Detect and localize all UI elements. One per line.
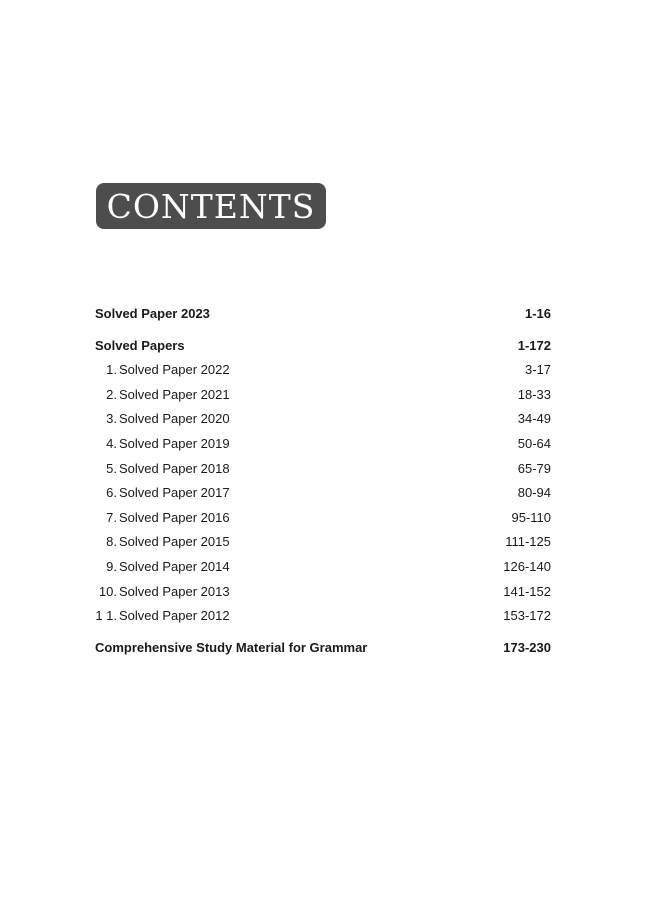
toc-entry-solved-paper-2023[interactable] bbox=[95, 302, 551, 327]
toc-subentry-pages: 50-64 bbox=[517, 435, 551, 451]
toc-subentry-pages: 111-125 bbox=[505, 534, 551, 550]
toc-subentry-number: 8. bbox=[106, 534, 117, 550]
toc-entry-solved-papers[interactable] bbox=[95, 334, 551, 359]
toc-subentry-title: Solved Paper 2016 bbox=[119, 509, 230, 525]
toc-subentry-title: Solved Paper 2018 bbox=[119, 460, 230, 476]
toc-entry-grammar[interactable] bbox=[95, 636, 551, 661]
toc-subentry-title: Solved Paper 2022 bbox=[119, 362, 230, 378]
toc-subentry-pages: 141-152 bbox=[503, 583, 551, 599]
page-title: CONTENTS bbox=[106, 186, 316, 226]
toc-subentry-pages: 65-79 bbox=[517, 460, 551, 476]
toc-subentry-number: 7. bbox=[106, 509, 117, 525]
toc-subentry[interactable] bbox=[95, 555, 551, 580]
toc-entry-title: Solved Papers bbox=[95, 337, 185, 353]
toc-subentry[interactable] bbox=[95, 457, 551, 482]
toc-subentry[interactable] bbox=[95, 604, 551, 629]
toc-subentry-number: 9. bbox=[106, 558, 117, 574]
toc-subentry[interactable] bbox=[95, 580, 551, 605]
toc-subentry-number: 6. bbox=[106, 485, 117, 501]
contents-title-badge bbox=[96, 183, 326, 229]
toc-subentry-pages: 95-110 bbox=[511, 509, 551, 525]
table-of-contents bbox=[95, 302, 551, 660]
toc-subentry-pages: 80-94 bbox=[517, 485, 551, 501]
toc-subentry-pages: 18-33 bbox=[517, 386, 551, 402]
toc-subentry-title: Solved Paper 2017 bbox=[119, 485, 230, 501]
toc-subentry-pages: 153-172 bbox=[503, 608, 551, 624]
toc-subentry-pages: 126-140 bbox=[503, 558, 551, 574]
toc-subentry-number: 3. bbox=[106, 411, 117, 427]
toc-subentry-number: 10. bbox=[98, 583, 117, 599]
toc-subentry[interactable] bbox=[95, 358, 551, 383]
toc-subentry-title: Solved Paper 2014 bbox=[119, 558, 230, 574]
toc-subentry[interactable] bbox=[95, 530, 551, 555]
toc-entry-title: Solved Paper 2023 bbox=[95, 306, 210, 321]
toc-subentry-number: 2. bbox=[106, 386, 117, 402]
toc-subentry-number: 4. bbox=[106, 435, 117, 451]
toc-subentry-number: 5. bbox=[106, 460, 117, 476]
toc-subentry[interactable] bbox=[95, 481, 551, 506]
toc-subentry-number: 1 1. bbox=[95, 608, 117, 624]
toc-subentry-number: 1. bbox=[106, 362, 117, 378]
toc-entry-title: Comprehensive Study Material for Grammar bbox=[95, 639, 368, 655]
toc-subentry-title: Solved Paper 2013 bbox=[119, 583, 230, 599]
toc-entry-pages: 1-172 bbox=[517, 337, 551, 353]
toc-subentry[interactable] bbox=[95, 506, 551, 531]
toc-subentry[interactable] bbox=[95, 432, 551, 457]
toc-subentry-title: Solved Paper 2020 bbox=[119, 411, 230, 427]
toc-subentry-title: Solved Paper 2021 bbox=[119, 386, 230, 402]
toc-subentry[interactable] bbox=[95, 383, 551, 408]
toc-entry-pages: 173-230 bbox=[503, 639, 551, 655]
toc-subentry-title: Solved Paper 2012 bbox=[119, 608, 230, 624]
toc-subentry-title: Solved Paper 2015 bbox=[119, 534, 230, 550]
toc-subentry[interactable] bbox=[95, 407, 551, 432]
toc-subentry-pages: 3-17 bbox=[524, 362, 551, 378]
toc-subentry-title: Solved Paper 2019 bbox=[119, 435, 230, 451]
toc-entry-pages: 1-16 bbox=[524, 306, 551, 321]
toc-subentry-pages: 34-49 bbox=[517, 411, 551, 427]
